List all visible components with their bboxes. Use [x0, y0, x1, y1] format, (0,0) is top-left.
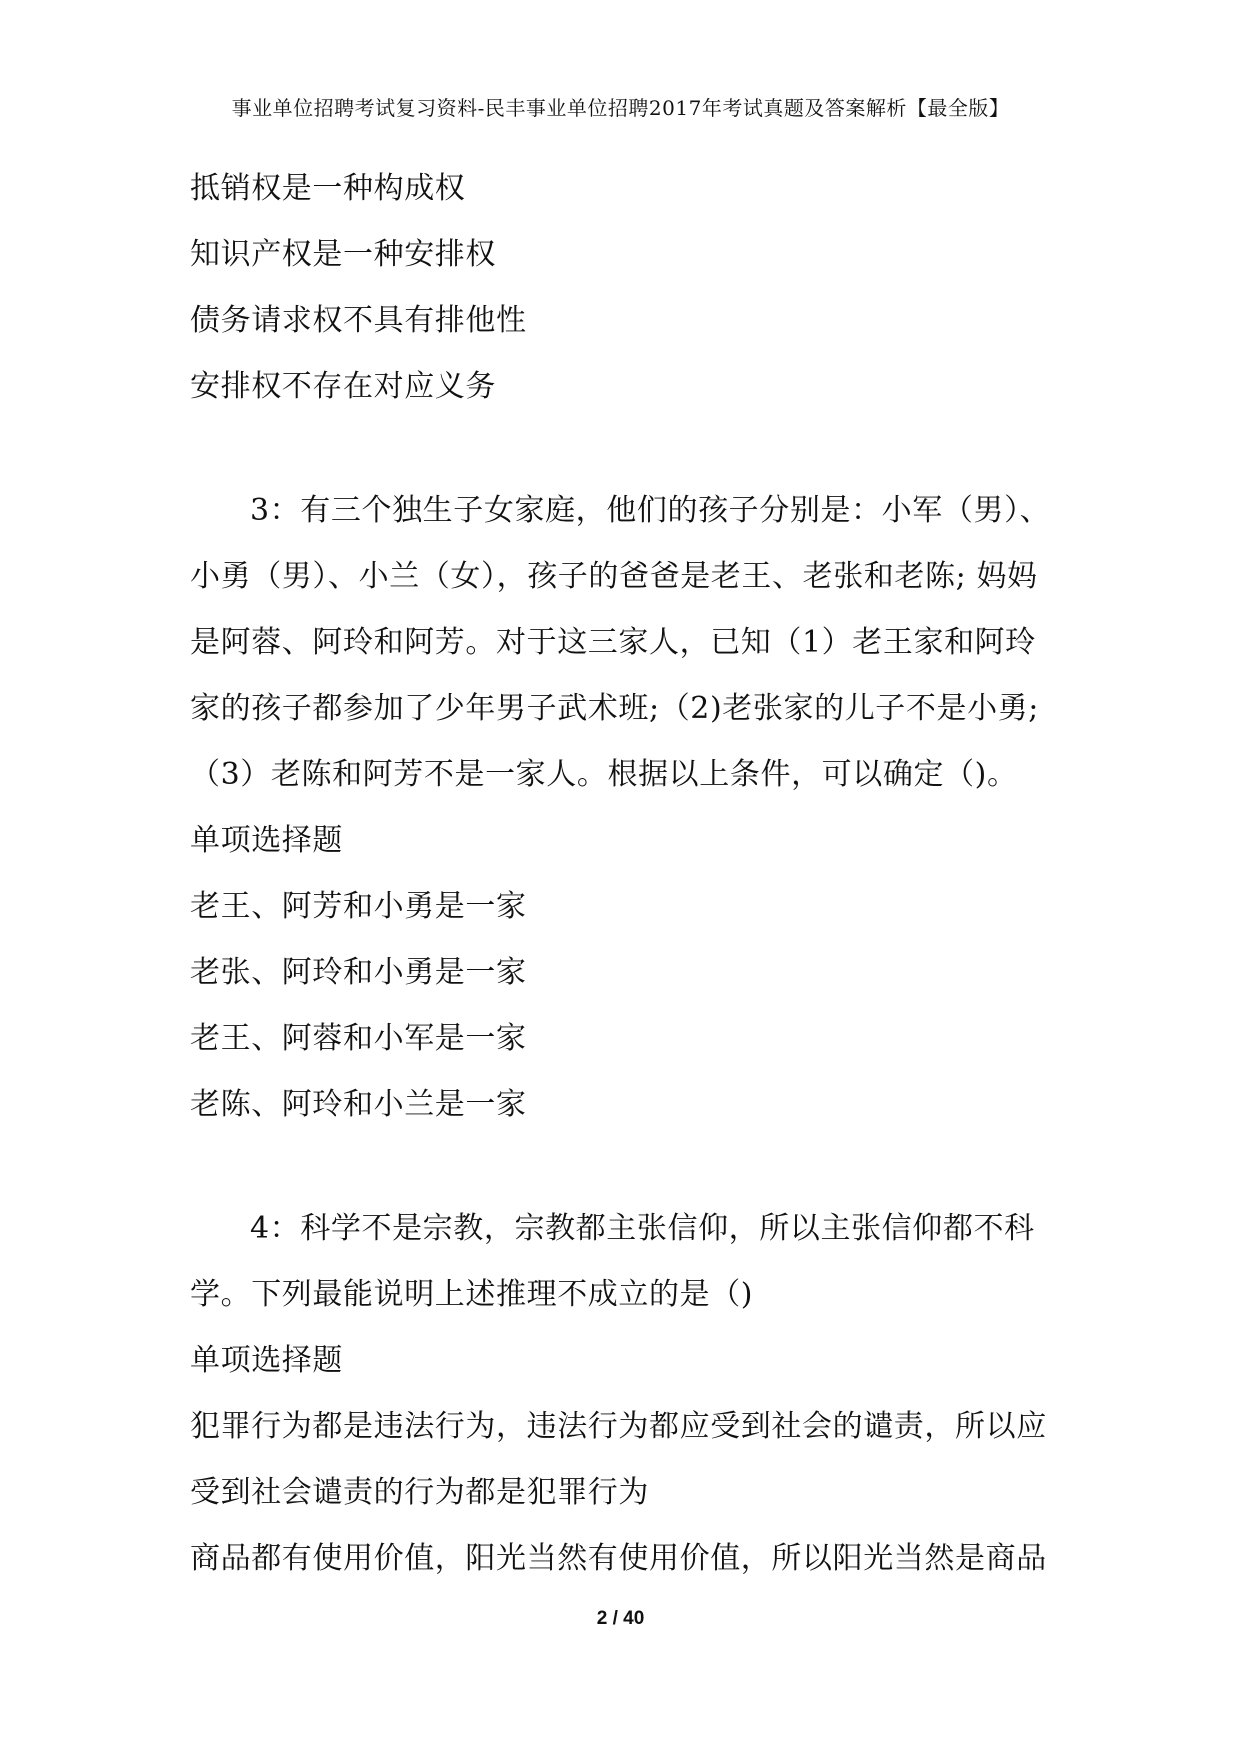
- option-item: 老陈、阿玲和小兰是一家: [190, 1087, 527, 1122]
- option-line: 受到社会谴责的行为都是犯罪行为: [190, 1475, 649, 1510]
- previous-question-options: [190, 156, 1060, 420]
- question-stem-line: 小勇（男）、小兰（女），孩子的爸爸是老王、老张和老陈; 妈妈: [190, 559, 1038, 594]
- question-3: [190, 478, 1060, 1138]
- question-type-label: 单项选择题: [190, 1343, 343, 1378]
- option-item: 安排权不存在对应义务: [190, 369, 496, 404]
- question-stem-line: 3：有三个独生子女家庭，他们的孩子分别是：小军（男）、: [250, 493, 1051, 528]
- option-item: [190, 1526, 1060, 1592]
- question-stem-line: 家的孩子都参加了少年男子武术班;（2)老张家的儿子不是小勇;: [190, 691, 1040, 726]
- question-stem-line: 是阿蓉、阿玲和阿芳。对于这三家人，已知（1）老王家和阿玲: [190, 625, 1036, 660]
- question-stem-line: 学。下列最能说明上述推理不成立的是（): [190, 1277, 754, 1312]
- option-item: 债务请求权不具有排他性: [190, 303, 527, 338]
- question-stem-line: 4：科学不是宗教，宗教都主张信仰，所以主张信仰都不科: [250, 1211, 1035, 1246]
- option-line: 犯罪行为都是违法行为，违法行为都应受到社会的谴责，所以应: [190, 1409, 1047, 1444]
- option-item: 知识产权是一种安排权: [190, 237, 496, 272]
- question-type-label: 单项选择题: [190, 823, 343, 858]
- page-number: 2 / 40: [596, 1608, 645, 1629]
- option-item: 老王、阿蓉和小军是一家: [190, 1021, 527, 1056]
- question-3-stem: [190, 478, 1060, 808]
- question-4-stem: [190, 1196, 1060, 1328]
- spacer: [190, 1138, 1060, 1196]
- document-body: [190, 156, 1060, 1592]
- option-item: 老张、阿玲和小勇是一家: [190, 955, 527, 990]
- page-header: 事业单位招聘考试复习资料-民丰事业单位招聘2017年考试真题及答案解析【最全版】: [231, 96, 1010, 120]
- question-stem-line: （3）老陈和阿芳不是一家人。根据以上条件，可以确定（)。: [190, 757, 1018, 792]
- option-item: 老王、阿芳和小勇是一家: [190, 889, 527, 924]
- spacer: [190, 420, 1060, 478]
- option-item: [190, 1394, 1060, 1526]
- option-line: 商品都有使用价值，阳光当然有使用价值，所以阳光当然是商品: [190, 1541, 1047, 1576]
- option-item: 抵销权是一种构成权: [190, 171, 466, 206]
- question-4: [190, 1196, 1060, 1592]
